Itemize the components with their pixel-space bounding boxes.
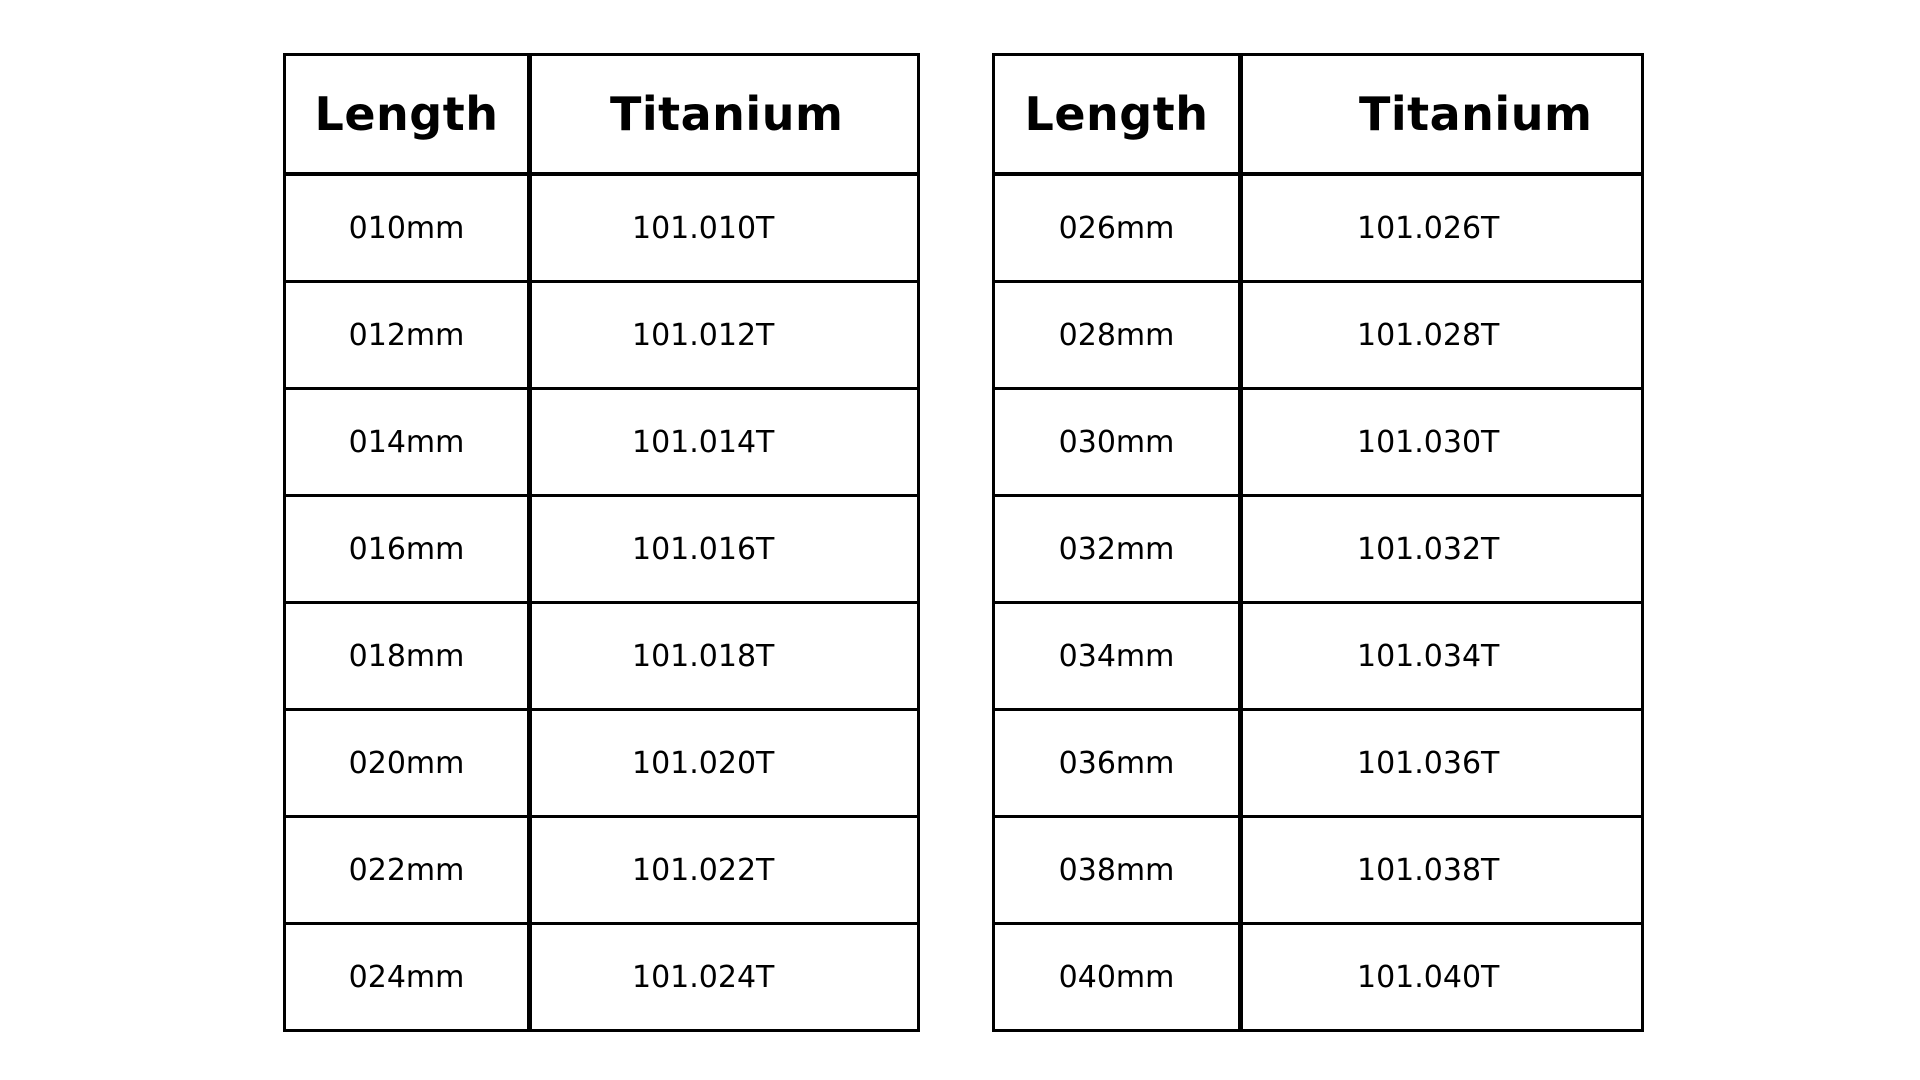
titanium-part-cell: 101.026T bbox=[1241, 174, 1643, 282]
length-cell: 020mm bbox=[285, 710, 530, 817]
table-row bbox=[285, 174, 919, 282]
titanium-part-cell: 101.028T bbox=[1241, 282, 1643, 389]
length-cell: 010mm bbox=[285, 174, 530, 282]
table-row bbox=[994, 710, 1643, 817]
table-row bbox=[994, 174, 1643, 282]
length-cell: 028mm bbox=[994, 282, 1241, 389]
length-cell: 016mm bbox=[285, 496, 530, 603]
length-titanium-table-1 bbox=[283, 53, 920, 1032]
length-cell: 038mm bbox=[994, 817, 1241, 924]
table-header-row bbox=[994, 55, 1643, 175]
titanium-column-header: Titanium bbox=[1241, 55, 1643, 175]
length-cell: 012mm bbox=[285, 282, 530, 389]
titanium-part-cell: 101.038T bbox=[1241, 817, 1643, 924]
table-row bbox=[285, 817, 919, 924]
titanium-part-cell: 101.022T bbox=[530, 817, 919, 924]
length-cell: 036mm bbox=[994, 710, 1241, 817]
titanium-part-cell: 101.018T bbox=[530, 603, 919, 710]
titanium-column-header: Titanium bbox=[530, 55, 919, 175]
length-cell: 018mm bbox=[285, 603, 530, 710]
length-cell: 026mm bbox=[994, 174, 1241, 282]
length-cell: 022mm bbox=[285, 817, 530, 924]
table-row bbox=[994, 496, 1643, 603]
titanium-part-cell: 101.024T bbox=[530, 924, 919, 1031]
table-row bbox=[285, 924, 919, 1031]
table-row bbox=[285, 389, 919, 496]
length-cell: 034mm bbox=[994, 603, 1241, 710]
titanium-part-cell: 101.010T bbox=[530, 174, 919, 282]
titanium-part-cell: 101.040T bbox=[1241, 924, 1643, 1031]
length-cell: 040mm bbox=[994, 924, 1241, 1031]
length-titanium-table-2 bbox=[992, 53, 1644, 1032]
titanium-part-cell: 101.036T bbox=[1241, 710, 1643, 817]
table-row bbox=[285, 496, 919, 603]
titanium-part-cell: 101.034T bbox=[1241, 603, 1643, 710]
table-row bbox=[994, 817, 1643, 924]
titanium-part-cell: 101.032T bbox=[1241, 496, 1643, 603]
length-cell: 030mm bbox=[994, 389, 1241, 496]
length-column-header: Length bbox=[994, 55, 1241, 175]
length-cell: 032mm bbox=[994, 496, 1241, 603]
table-header-row bbox=[285, 55, 919, 175]
titanium-part-cell: 101.014T bbox=[530, 389, 919, 496]
table-row bbox=[994, 924, 1643, 1031]
length-cell: 024mm bbox=[285, 924, 530, 1031]
titanium-part-cell: 101.020T bbox=[530, 710, 919, 817]
titanium-part-cell: 101.016T bbox=[530, 496, 919, 603]
length-cell: 014mm bbox=[285, 389, 530, 496]
table-row bbox=[285, 282, 919, 389]
titanium-part-cell: 101.030T bbox=[1241, 389, 1643, 496]
table-row bbox=[994, 389, 1643, 496]
table-row bbox=[285, 710, 919, 817]
length-column-header: Length bbox=[285, 55, 530, 175]
table-row bbox=[994, 603, 1643, 710]
table-row bbox=[994, 282, 1643, 389]
table-row bbox=[285, 603, 919, 710]
titanium-part-cell: 101.012T bbox=[530, 282, 919, 389]
